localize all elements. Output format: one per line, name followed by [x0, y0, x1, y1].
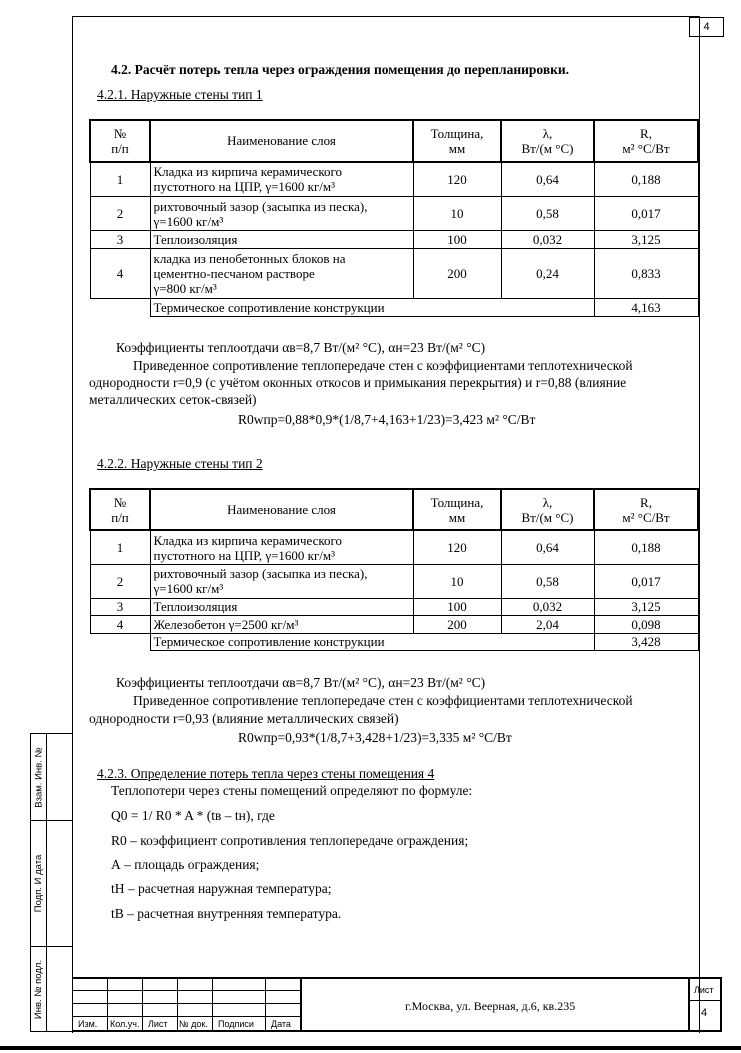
cell-thickness: 120: [413, 162, 501, 197]
section1-reduced-3: металлических сеток-связей): [89, 392, 257, 407]
section3-def-r0: R0 – коэффициент сопротивления теплопередаче ограждения;: [111, 833, 469, 848]
header-num: № п/п: [90, 120, 150, 162]
tb-address: г.Москва, ул. Веерная, д.6, кв.235: [405, 999, 576, 1013]
layer-name-line: пустотного на ЦПР, γ=1600 кг/м³: [153, 547, 336, 563]
cell-lambda: 0,032: [501, 231, 594, 249]
cell-layer-name: [150, 197, 413, 231]
layer-name-line: рихтовочный зазор (засыпка из песка),: [153, 566, 368, 582]
header-r: R, м² °С/Вт: [594, 489, 698, 530]
header-thickness: Толщина, мм: [413, 120, 501, 162]
cell-r: 0,188: [594, 530, 698, 564]
cell-num: 1: [90, 162, 150, 197]
section2-formula: R0wпр=0,93*(1/8,7+3,428+1/23)=3,335 м² °С/Вт: [238, 730, 512, 745]
layer-name-line: γ=800 кг/м³: [153, 281, 217, 297]
cell-r: 0,017: [594, 197, 698, 231]
side-label-podp: Подп. И дата: [33, 854, 45, 913]
tb-koluch: Кол.уч.: [110, 1019, 140, 1029]
cell-thickness: 120: [413, 530, 501, 564]
total-label: Термическое сопротивление конструкции: [150, 633, 594, 650]
layer-name-line: Железобетон γ=2500 кг/м³: [153, 616, 299, 632]
table-total-row: [90, 633, 698, 650]
tb-data: Дата: [271, 1019, 291, 1029]
section3-title: 4.2.3. Определение потерь тепла через стены помещения 4: [97, 766, 435, 781]
table-row: [90, 231, 698, 249]
cell-thickness: 200: [413, 248, 501, 299]
cell-r: 3,125: [594, 231, 698, 249]
cell-layer-name: [150, 162, 413, 197]
section1-reduced-2: однородности r=0,9 (с учётом оконных откосов и примыкания перекрытия) и r=0,88 (влияние: [89, 375, 627, 390]
total-label: Термическое сопротивление конструкции: [150, 299, 594, 317]
layer-name-line: кладка из пенобетонных блоков на: [153, 251, 346, 267]
cell-num: 4: [90, 616, 150, 633]
cell-layer-name: [150, 231, 413, 249]
layer-name-line: Кладка из кирпича керамического: [153, 164, 343, 180]
title-block: [72, 977, 722, 1032]
cell-r: 0,188: [594, 162, 698, 197]
cell-layer-name: [150, 598, 413, 615]
section2-reduced-2: однородности r=0,93 (влияние металлических связей): [89, 711, 399, 726]
cell-thickness: 10: [413, 565, 501, 599]
cell-r: 0,833: [594, 248, 698, 299]
table-row: [90, 530, 698, 564]
cell-r: 0,098: [594, 616, 698, 633]
cell-layer-name: [150, 565, 413, 599]
tb-ndok: № док.: [179, 1019, 208, 1029]
section2-reduced-1: Приведенное сопротивление теплопередаче стен с коэффициентами теплотехнической: [133, 693, 633, 708]
cell-thickness: 200: [413, 616, 501, 633]
cell-num: 1: [90, 530, 150, 564]
layer-name-line: γ=1600 кг/м³: [153, 581, 224, 597]
layer-name-line: рихтовочный зазор (засыпка из песка),: [153, 198, 368, 214]
bottom-rule: [0, 1046, 741, 1050]
section3-def-tn: tН – расчетная наружная температура;: [111, 881, 332, 896]
tb-sheet-num: 4: [701, 1007, 708, 1019]
cell-lambda: 2,04: [501, 616, 594, 633]
header-num: № п/п: [90, 489, 150, 530]
layer-name-line: цементно-песчаном растворе: [153, 266, 315, 282]
table-row: [90, 565, 698, 599]
section3-def-tv: tВ – расчетная внутренняя температура.: [111, 906, 342, 921]
header-lambda: λ, Вт/(м °С): [501, 489, 594, 530]
section3-formula: Q0 = 1/ R0 * A * (tв – tн), где: [111, 808, 275, 823]
cell-num: 4: [90, 248, 150, 299]
table-walls-type2: [89, 488, 699, 651]
section3-def-a: А – площадь ограждения;: [111, 857, 260, 872]
page-number: 4: [689, 17, 724, 37]
cell-layer-name: [150, 530, 413, 564]
tb-list: Лист: [148, 1019, 168, 1029]
cell-lambda: 0,032: [501, 598, 594, 615]
cell-thickness: 100: [413, 231, 501, 249]
side-strip: [30, 733, 73, 1032]
header-thickness: Толщина, мм: [413, 489, 501, 530]
side-label-inv: Инв. № подл.: [33, 959, 45, 1019]
cell-lambda: 0,58: [501, 197, 594, 231]
header-name: Наименование слоя: [150, 489, 413, 530]
table-row: [90, 162, 698, 197]
cell-lambda: 0,24: [501, 248, 594, 299]
cell-r: 3,125: [594, 598, 698, 615]
table-row: [90, 197, 698, 231]
cell-lambda: 0,58: [501, 565, 594, 599]
layer-name-line: пустотного на ЦПР, γ=1600 кг/м³: [153, 179, 336, 195]
cell-layer-name: [150, 616, 413, 633]
header-lambda: λ, Вт/(м °С): [501, 120, 594, 162]
header-r: R, м² °С/Вт: [594, 120, 698, 162]
cell-num: 2: [90, 565, 150, 599]
tb-sheet-label: Лист: [694, 985, 714, 995]
cell-empty: [90, 299, 150, 317]
total-value: 4,163: [594, 299, 698, 317]
section2-title: 4.2.2. Наружные стены тип 2: [97, 456, 263, 471]
header-name: Наименование слоя: [150, 120, 413, 162]
table-total-row: [90, 299, 698, 317]
section1-coef: Коэффициенты теплоотдачи αв=8,7 Вт/(м² °С), αн=23 Вт/(м² °С): [116, 340, 486, 355]
table-walls-type1: [89, 119, 699, 317]
cell-thickness: 100: [413, 598, 501, 615]
cell-num: 3: [90, 231, 150, 249]
section3-intro: Теплопотери через стены помещений определяют по формуле:: [111, 783, 473, 798]
layer-name-line: γ=1600 кг/м³: [153, 213, 224, 229]
section-heading: 4.2. Расчёт потерь тепла через ограждения помещения до перепланировки.: [111, 62, 570, 77]
table-row: [90, 248, 698, 299]
cell-lambda: 0,64: [501, 162, 594, 197]
section1-formula: R0wпр=0,88*0,9*(1/8,7+4,163+1/23)=3,423 м² °С/Вт: [238, 412, 536, 427]
cell-empty: [90, 633, 150, 650]
layer-name-line: Теплоизоляция: [153, 599, 238, 615]
cell-thickness: 10: [413, 197, 501, 231]
table-row: [90, 598, 698, 615]
tb-izm: Изм.: [78, 1019, 98, 1029]
cell-lambda: 0,64: [501, 530, 594, 564]
cell-num: 3: [90, 598, 150, 615]
cell-r: 0,017: [594, 565, 698, 599]
total-value: 3,428: [594, 633, 698, 650]
section1-title: 4.2.1. Наружные стены тип 1: [97, 87, 263, 102]
section2-coef: Коэффициенты теплоотдачи αв=8,7 Вт/(м² °С), αн=23 Вт/(м² °С): [116, 675, 486, 690]
cell-num: 2: [90, 197, 150, 231]
side-label-vzam: Взам. Инв. №: [33, 746, 45, 808]
table-row: [90, 616, 698, 633]
layer-name-line: Кладка из кирпича керамического: [153, 532, 343, 548]
layer-name-line: Теплоизоляция: [153, 231, 238, 247]
tb-podpisi: Подписи: [218, 1019, 254, 1029]
cell-layer-name: [150, 248, 413, 299]
section1-reduced-1: Приведенное сопротивление теплопередаче стен с коэффициентами теплотехнической: [133, 358, 633, 373]
